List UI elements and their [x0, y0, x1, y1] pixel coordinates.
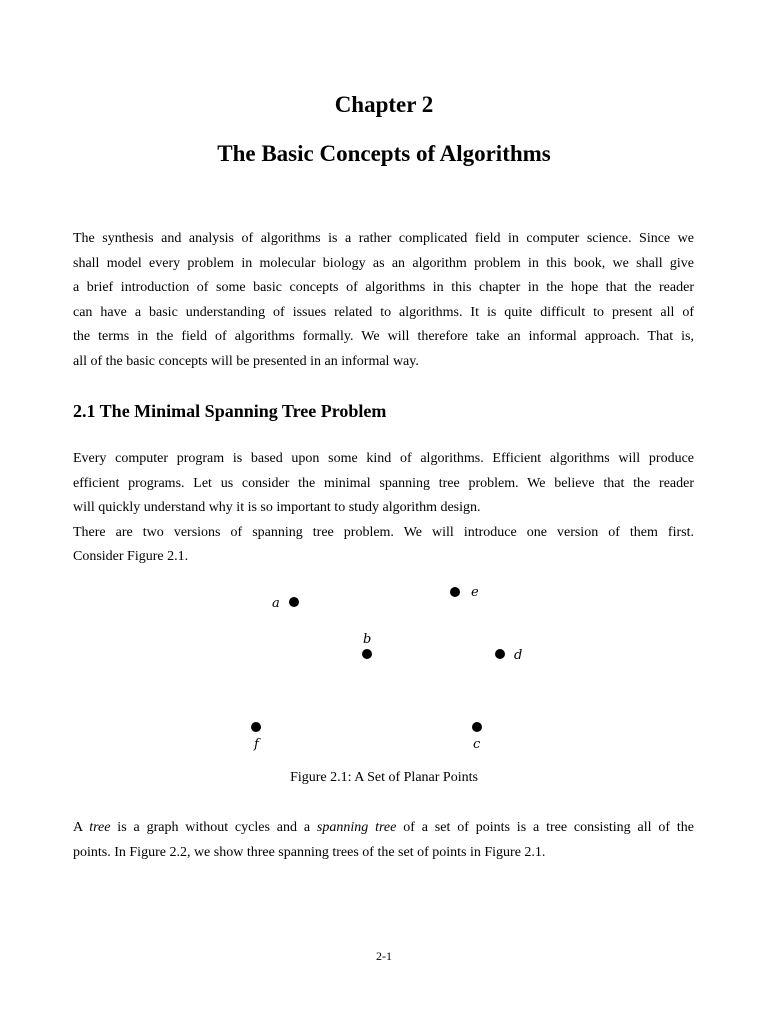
point-f	[251, 722, 261, 732]
term-tree: tree	[89, 820, 111, 835]
intro-line: can have a basic understanding of issues related to algorithms. It is quite difficult to present all of	[73, 304, 694, 320]
planar-points-figure	[0, 575, 768, 765]
body-line: There are two versions of spanning tree problem. We will introduce one version of them first.	[73, 524, 694, 540]
section-heading: 2.1 The Minimal Spanning Tree Problem	[73, 401, 387, 421]
body-line	[73, 816, 694, 841]
point-d-label: d	[514, 648, 523, 663]
intro-line: a brief introduction of some basic concepts of algorithms in this chapter in the hope that the reader	[73, 280, 694, 295]
point-e-label: e	[471, 585, 479, 600]
intro-line: all of the basic concepts will be presented in an informal way.	[73, 353, 419, 369]
chapter-title: The Basic Concepts of Algorithms	[217, 141, 551, 166]
point-f-label: f	[254, 737, 259, 752]
term-spanning-tree: spanning tree	[316, 820, 397, 835]
body-line: will quickly understand why it is so important to study algorithm design.	[73, 500, 481, 515]
chapter-number: Chapter 2	[334, 92, 434, 117]
text-run: is a graph without cycles and a	[110, 820, 317, 835]
text-run: of a set of points is a tree consisting all of the	[396, 820, 694, 835]
body-paragraph	[73, 447, 694, 570]
point-b-label: b	[363, 632, 372, 647]
point-a	[289, 597, 299, 607]
point-c	[472, 722, 482, 732]
body-line: points. In Figure 2.2, we show three spanning trees of the set of points in Figure 2.1.	[73, 844, 546, 860]
point-b	[362, 649, 372, 659]
point-a-label: a	[272, 596, 280, 611]
point-c-label: c	[473, 737, 481, 752]
point-d	[495, 649, 505, 659]
text-run: A	[73, 820, 90, 835]
body-line: Every computer program is based upon some kind of algorithms. Efficient algorithms will produce	[73, 451, 694, 466]
intro-line: the terms in the field of algorithms formally. We will therefore take an informal approach. That is,	[73, 329, 694, 344]
intro-line: The synthesis and analysis of algorithms is a rather complicated field in computer science. Since we	[73, 231, 694, 246]
point-e	[450, 587, 460, 597]
intro-line: shall model every problem in molecular biology as an algorithm problem in this book, we shall give	[73, 255, 694, 271]
body-line: Consider Figure 2.1.	[73, 549, 189, 564]
page-number: 2-1	[376, 949, 392, 963]
tree-definition-paragraph	[73, 816, 694, 865]
body-line: efficient programs. Let us consider the minimal spanning tree problem. We believe that the reader	[73, 475, 694, 491]
figure-caption: Figure 2.1: A Set of Planar Points	[290, 770, 478, 785]
intro-paragraph	[73, 227, 694, 374]
